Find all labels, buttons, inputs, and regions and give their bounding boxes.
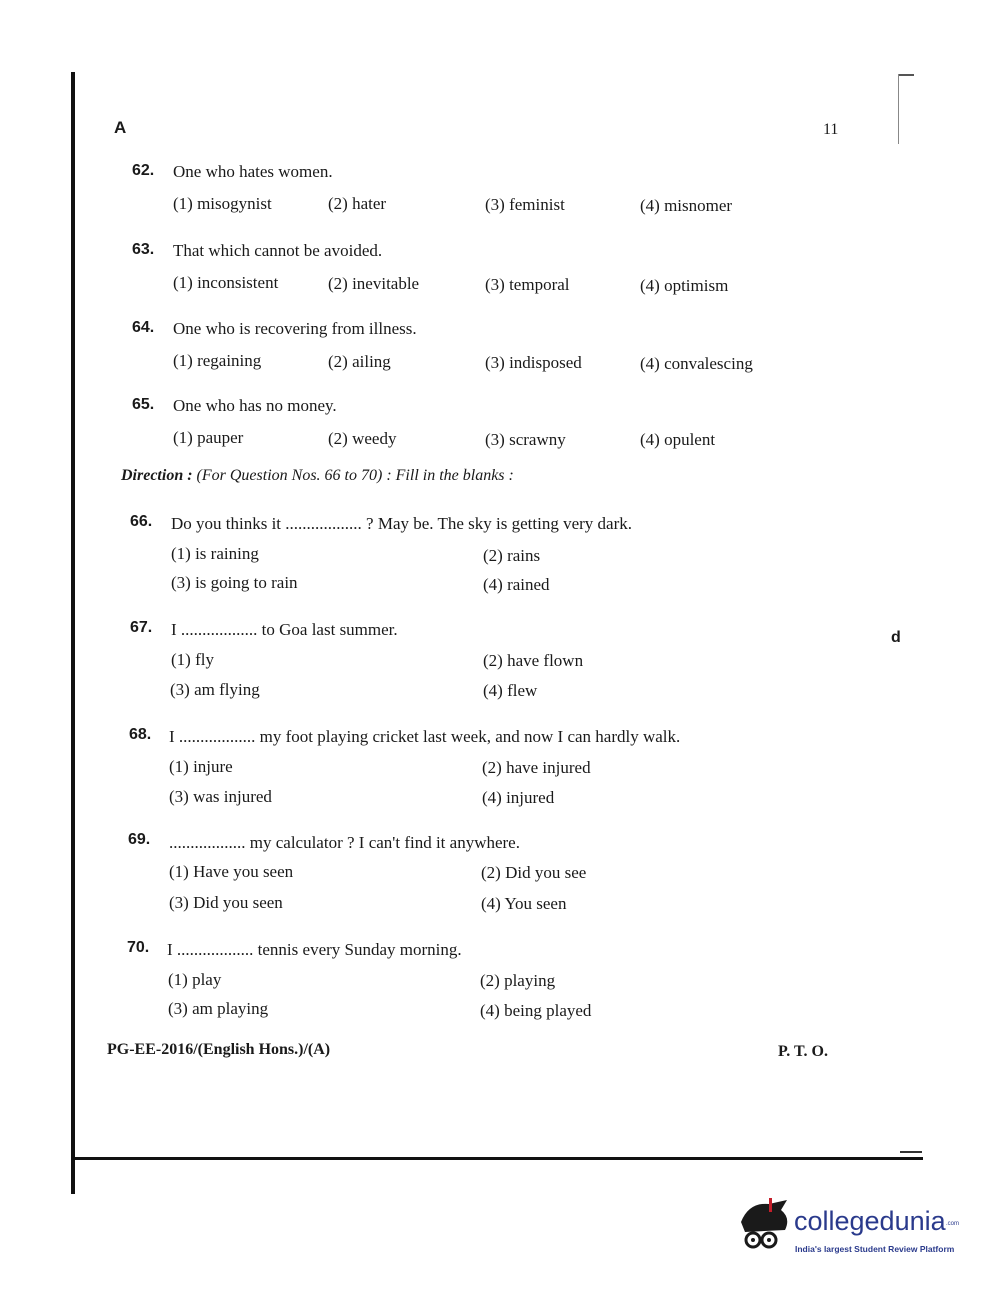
bottom-rule [73,1157,923,1160]
option: (2) have flown [483,651,584,670]
option: (1) injure [169,757,233,776]
question-number: 63. [132,241,155,258]
question-number: 68. [129,726,152,743]
question-number: 70. [127,939,150,956]
option: (3) scrawny [485,430,566,449]
option: (2) playing [480,971,556,990]
paper-code: PG-EE-2016/(English Hons.)/(A) [107,1041,331,1058]
direction-label: Direction : [121,467,193,484]
question-number: 64. [132,319,155,336]
collegedunia-mascot-icon [735,1196,795,1256]
option: (4) convalescing [640,354,753,373]
question-stem: I .................. my foot playing cricket last week, and now I can hardly walk. [169,727,681,746]
question-stem: Do you thinks it .................. ? May be. The sky is getting very dark. [171,514,632,533]
option: (3) am playing [168,999,269,1018]
option: (3) am flying [170,680,260,699]
option: (4) being played [480,1001,592,1020]
option: (3) temporal [485,275,570,294]
margin-mark: d [891,629,901,646]
watermark-brand: collegedunia [794,1206,946,1236]
option: (3) indisposed [485,353,582,372]
option: (2) ailing [328,352,391,371]
question-number: 69. [128,831,151,848]
option: (2) rains [483,546,541,565]
question-number: 62. [132,162,155,179]
option: (1) play [168,970,222,989]
option: (3) is going to rain [171,573,298,592]
option: (4) injured [482,788,555,807]
option: (1) inconsistent [173,273,279,292]
option: (1) regaining [173,351,262,370]
option: (4) rained [483,575,550,594]
question-number: 66. [130,513,153,530]
option: (4) opulent [640,430,716,449]
question-stem: One who hates women. [173,162,333,181]
watermark-com: .com [946,1221,960,1227]
option: (2) Did you see [481,863,587,882]
question-stem: I .................. tennis every Sunday morning. [167,940,462,959]
crop-mark-vertical [898,74,899,144]
option: (1) pauper [173,428,244,447]
set-letter: A [114,118,127,137]
option: (2) inevitable [328,274,420,293]
question-stem: One who is recovering from illness. [173,319,417,338]
option: (2) weedy [328,429,397,448]
watermark-tagline: India's largest Student Review Platform [795,1244,955,1254]
question-stem: I .................. to Goa last summer. [171,620,398,639]
option: (4) misnomer [640,196,733,215]
option: (3) feminist [485,195,565,214]
option: (3) was injured [169,787,272,806]
option: (2) hater [328,194,387,213]
page-number: 11 [823,121,839,138]
left-binding-line [71,72,75,1194]
question-stem: .................. my calculator ? I can't find it anywhere. [169,833,520,852]
option: (2) have injured [482,758,591,777]
question-stem: One who has no money. [173,396,337,415]
crop-mark [898,74,914,76]
option: (3) Did you seen [169,893,283,912]
option: (4) optimism [640,276,729,295]
question-number: 67. [130,619,153,636]
question-number: 65. [132,396,155,413]
direction-line [121,467,514,485]
option: (1) misogynist [173,194,272,213]
pto-label: P. T. O. [778,1043,828,1060]
bottom-rule-mark [900,1151,922,1153]
option: (1) Have you seen [169,862,294,881]
option: (4) flew [483,681,538,700]
option: (1) is raining [171,544,259,563]
direction-text: (For Question Nos. 66 to 70) : Fill in the blanks : [196,467,514,484]
option: (1) fly [171,650,214,669]
question-stem: That which cannot be avoided. [173,241,383,260]
option: (4) You seen [481,894,567,913]
